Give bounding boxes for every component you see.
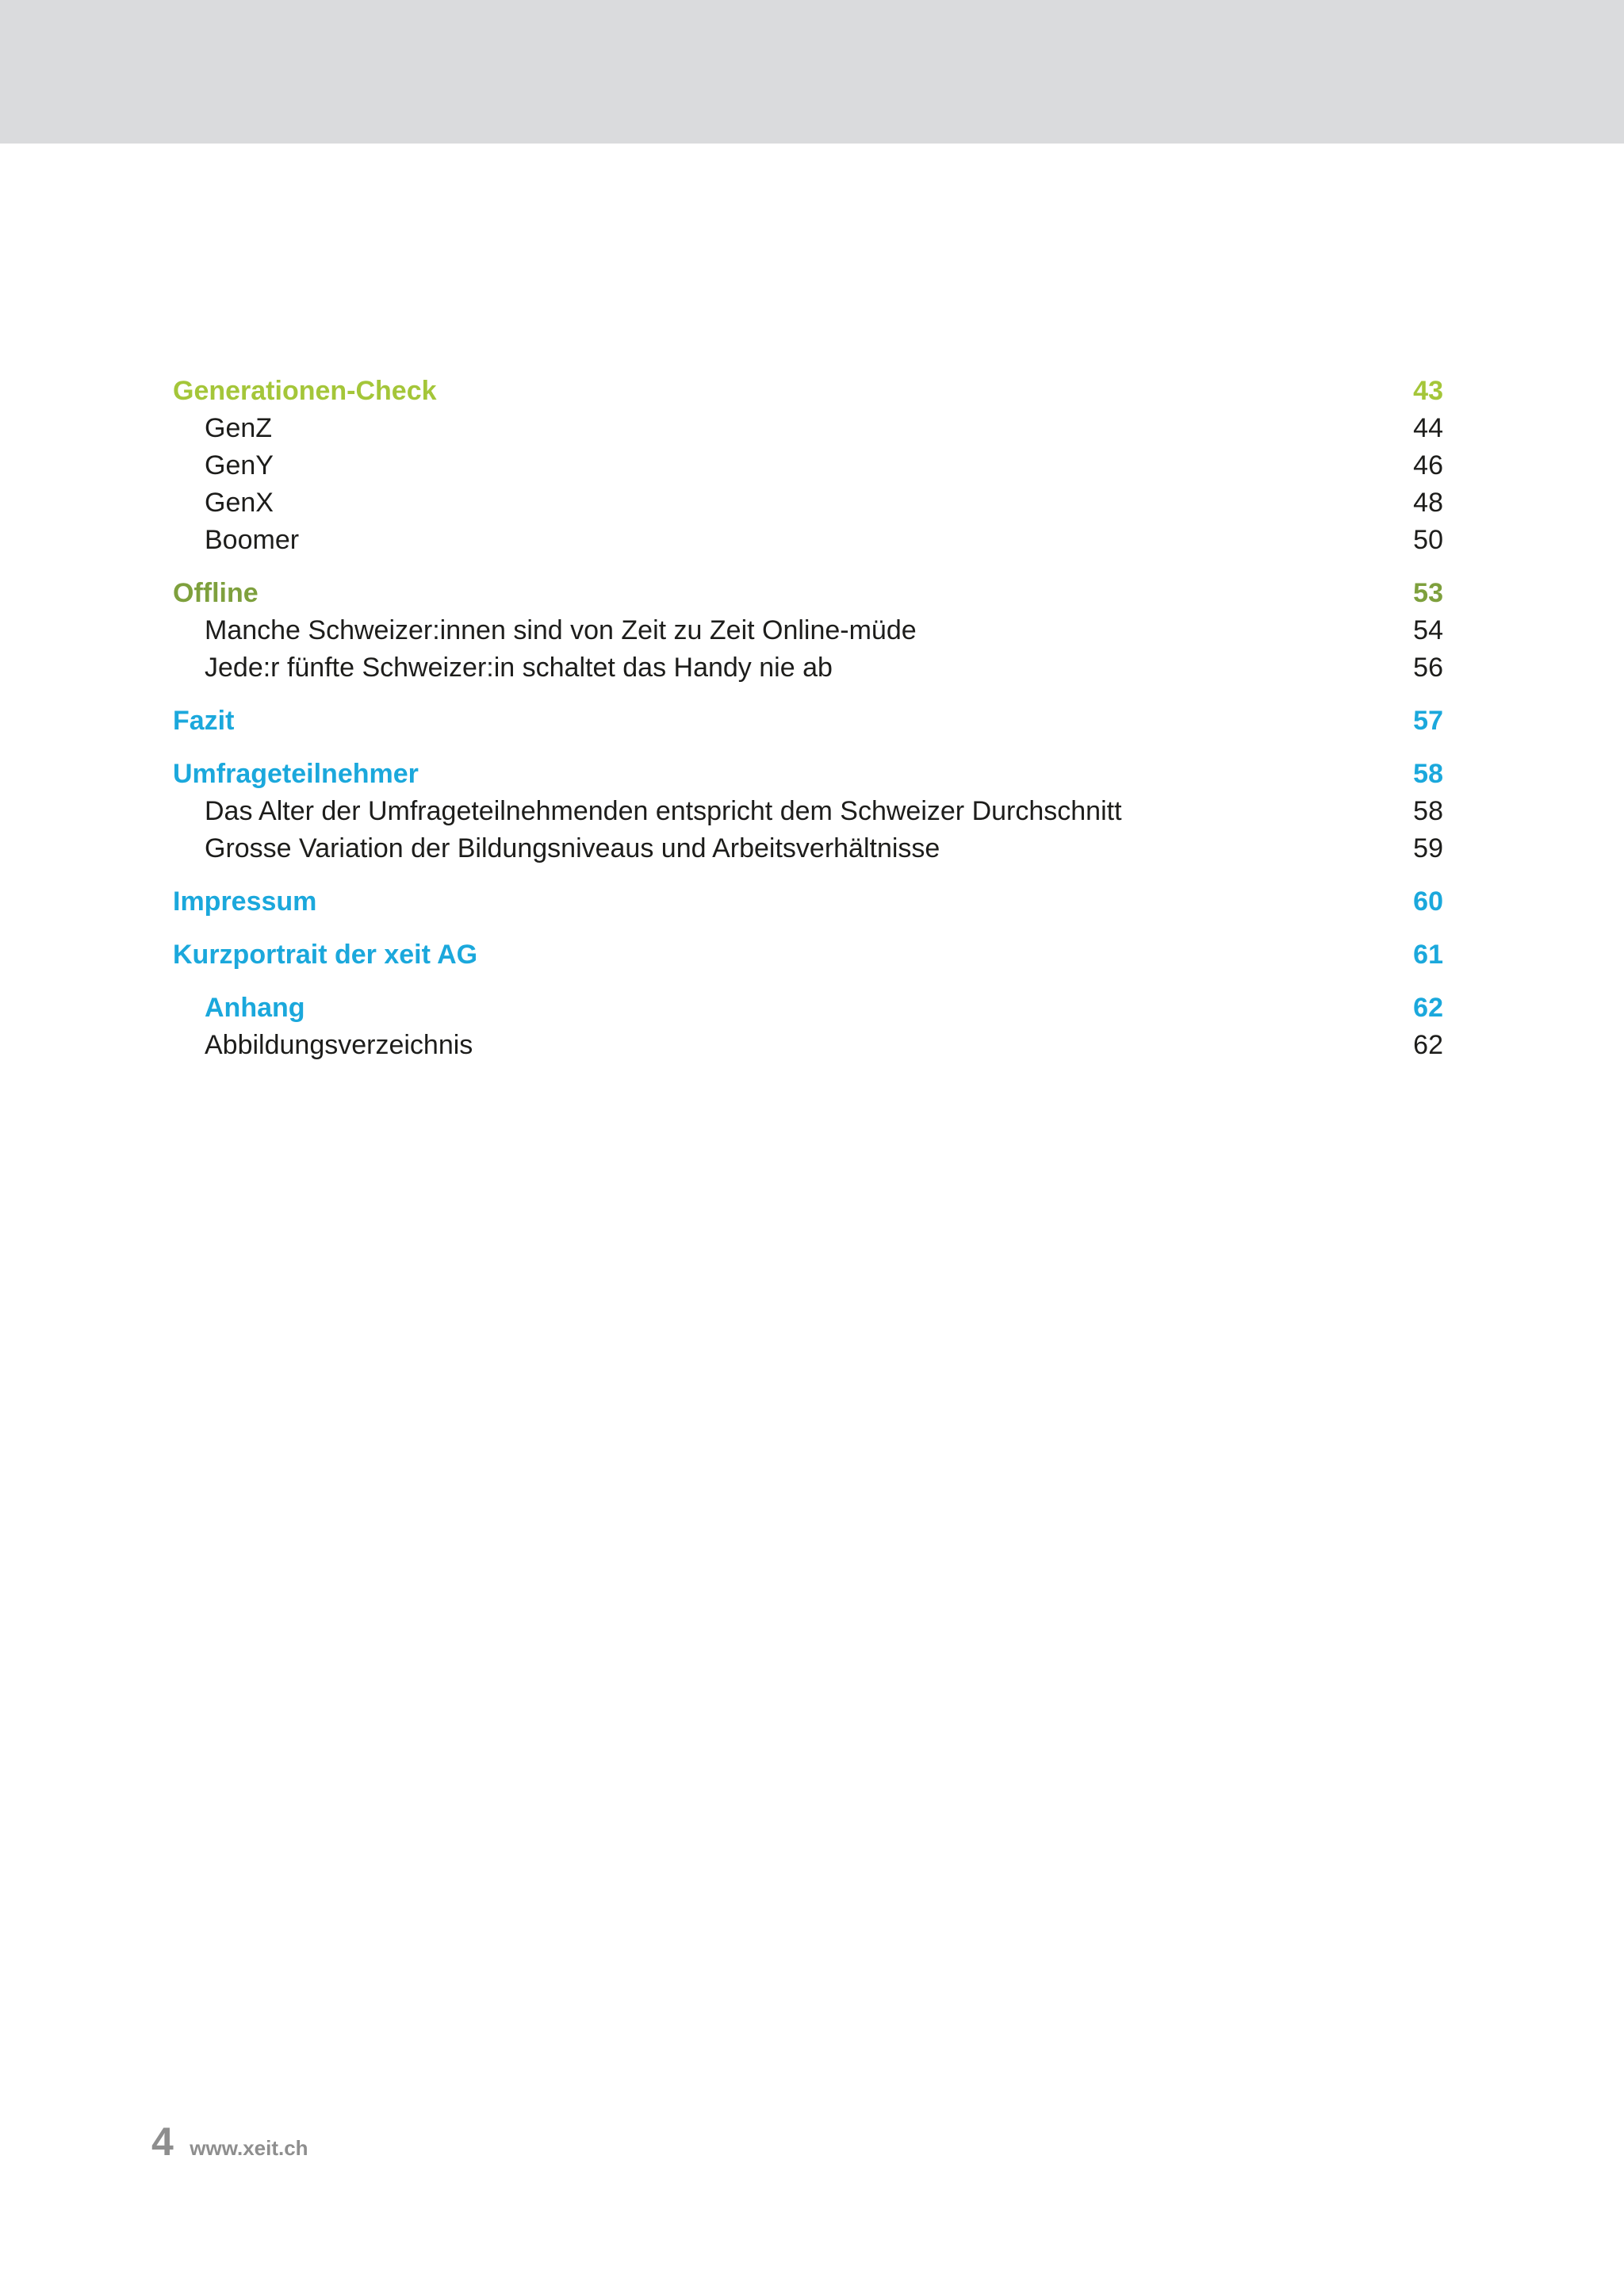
toc-entry-label: Generationen-Check xyxy=(173,376,437,406)
toc-entry-boomer[interactable] xyxy=(173,522,1443,559)
toc-entry-abbildungsverzeichnis[interactable] xyxy=(173,1027,1443,1064)
toc-entry-page: 60 xyxy=(1413,886,1443,917)
toc-entry-label: Grosse Variation der Bildungsniveaus und Arbeitsverhältnisse xyxy=(205,833,940,863)
toc-entry-anhang[interactable] xyxy=(173,990,1443,1027)
toc-entry-label: Jede:r fünfte Schweizer:in schaltet das Handy nie ab xyxy=(205,653,833,683)
toc-entry-genx[interactable] xyxy=(173,484,1443,522)
toc-entry-page: 48 xyxy=(1413,488,1443,518)
toc-entry-label: Das Alter der Umfrageteilnehmenden entspricht dem Schweizer Durchschnitt xyxy=(205,796,1122,826)
toc-entry-page: 56 xyxy=(1413,653,1443,683)
toc-entry-label: Abbildungsverzeichnis xyxy=(205,1030,473,1060)
toc-entry-page: 58 xyxy=(1413,759,1443,789)
toc-entry-label: Manche Schweizer:innen sind von Zeit zu Zeit Online-müde xyxy=(205,615,917,645)
toc-entry-page: 61 xyxy=(1413,940,1443,970)
toc-entry-label: GenX xyxy=(205,488,274,518)
toc-entry-genz[interactable] xyxy=(173,410,1443,447)
toc-entry-page: 54 xyxy=(1413,615,1443,645)
page-footer xyxy=(151,2119,308,2166)
toc-entry-handy-nie-ab[interactable] xyxy=(173,649,1443,687)
toc-entry-label: Anhang xyxy=(205,993,305,1023)
toc-entry-umfrageteilnehmer[interactable] xyxy=(173,756,1443,793)
toc-entry-page: 44 xyxy=(1413,413,1443,443)
page-number: 4 xyxy=(151,2119,174,2164)
toc-entry-page: 58 xyxy=(1413,796,1443,826)
toc-entry-label: Boomer xyxy=(205,525,300,555)
toc-entry-offline[interactable] xyxy=(173,575,1443,612)
table-of-contents xyxy=(173,373,1443,1064)
toc-entry-page: 57 xyxy=(1413,706,1443,736)
toc-entry-page: 53 xyxy=(1413,578,1443,608)
toc-entry-bildungsniveaus[interactable] xyxy=(173,830,1443,867)
toc-entry-kurzportrait[interactable] xyxy=(173,936,1443,974)
toc-entry-page: 62 xyxy=(1413,993,1443,1023)
toc-entry-page: 50 xyxy=(1413,525,1443,555)
toc-entry-fazit[interactable] xyxy=(173,703,1443,740)
toc-entry-label: GenY xyxy=(205,450,274,480)
header-band xyxy=(0,0,1624,144)
footer-url[interactable]: www.xeit.ch xyxy=(190,2136,308,2160)
toc-entry-page: 59 xyxy=(1413,833,1443,863)
toc-entry-page: 43 xyxy=(1413,376,1443,406)
toc-entry-alter[interactable] xyxy=(173,793,1443,830)
toc-entry-impressum[interactable] xyxy=(173,883,1443,921)
toc-entry-label: Fazit xyxy=(173,706,235,736)
toc-entry-label: GenZ xyxy=(205,413,273,443)
toc-entry-geny[interactable] xyxy=(173,447,1443,484)
toc-entry-online-muede[interactable] xyxy=(173,612,1443,649)
toc-entry-page: 62 xyxy=(1413,1030,1443,1060)
toc-entry-label: Kurzportrait der xeit AG xyxy=(173,940,478,970)
toc-entry-label: Umfrageteilnehmer xyxy=(173,759,419,789)
toc-entry-label: Offline xyxy=(173,578,259,608)
toc-entry-label: Impressum xyxy=(173,886,317,917)
toc-entry-generationen-check[interactable] xyxy=(173,373,1443,410)
toc-entry-page: 46 xyxy=(1413,450,1443,480)
